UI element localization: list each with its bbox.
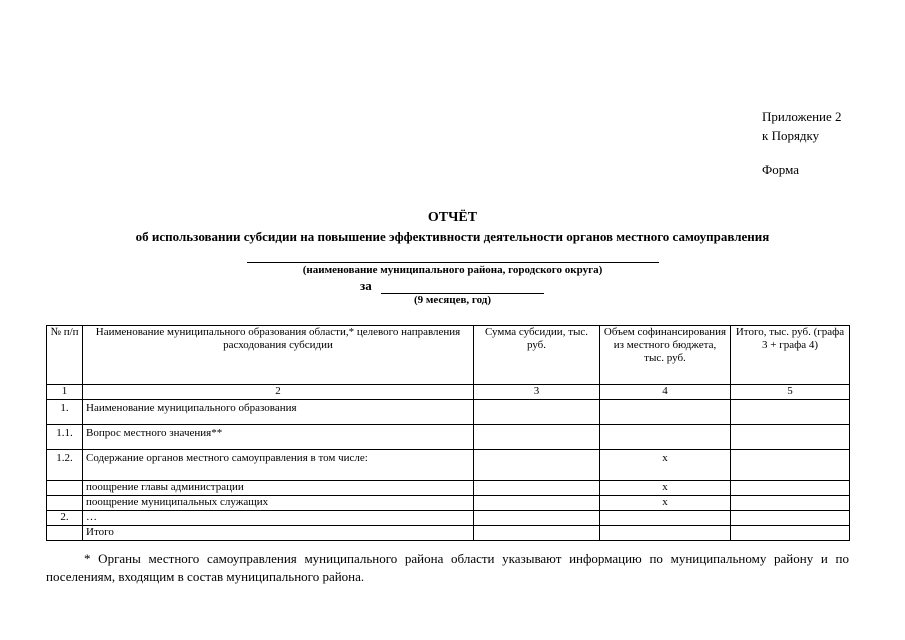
row-cofinancing: х: [600, 481, 731, 496]
table-header-row: [47, 326, 850, 385]
report-subtitle: об использовании субсидии на повышение эффективности деятельности органов местного самоуправления: [135, 229, 770, 244]
entity-name-caption: (наименование муниципального района, городского округа): [302, 264, 603, 276]
table-row: [47, 400, 850, 425]
table-row: [47, 425, 850, 450]
table-row: [47, 450, 850, 481]
row-name: поощрение главы администрации: [83, 481, 474, 496]
header-subsidy: Сумма субсидии, тыс. руб.: [474, 326, 600, 385]
row-num: [47, 526, 83, 541]
row-name: Содержание органов местного самоуправления в том числе:: [83, 450, 474, 481]
row-subsidy: [474, 400, 600, 425]
row-num: 2.: [47, 511, 83, 526]
row-cofinancing: [600, 511, 731, 526]
row-total: [731, 400, 850, 425]
column-index-row: [47, 385, 850, 400]
annex-line-1: Приложение 2: [762, 109, 842, 124]
row-total: [731, 450, 850, 481]
footnote: * Органы местного самоуправления муниципального района области указывают информацию по муниципальному району и по поселениям, входящим в состав муниципального района.: [46, 551, 849, 584]
col-index: 1: [47, 385, 83, 400]
row-name: …: [83, 511, 474, 526]
table-row: [47, 481, 850, 496]
report-table: [46, 325, 850, 541]
row-cofinancing: х: [600, 450, 731, 481]
row-cofinancing: [600, 400, 731, 425]
row-subsidy: [474, 496, 600, 511]
row-total: [731, 496, 850, 511]
row-name: поощрение муниципальных служащих: [83, 496, 474, 511]
row-total: [731, 511, 850, 526]
header-name: Наименование муниципального образования области,* целевого направления расходования субсидии: [83, 326, 474, 385]
row-total: [731, 481, 850, 496]
annex-block: [762, 107, 842, 179]
period-caption: (9 месяцев, год): [413, 294, 492, 306]
row-name: Итого: [83, 526, 474, 541]
row-subsidy: [474, 481, 600, 496]
row-num: [47, 481, 83, 496]
row-subsidy: [474, 450, 600, 481]
row-num: 1.1.: [47, 425, 83, 450]
col-index: 4: [600, 385, 731, 400]
header-cofinancing: Объем софинансирования из местного бюджета, тыс. руб.: [600, 326, 731, 385]
form-label: Форма: [762, 162, 799, 177]
table-row: [47, 511, 850, 526]
row-subsidy: [474, 526, 600, 541]
period-prefix: за: [360, 278, 372, 293]
row-num: 1.: [47, 400, 83, 425]
row-cofinancing: [600, 526, 731, 541]
row-total: [731, 526, 850, 541]
col-index: 2: [83, 385, 474, 400]
table-row: [47, 496, 850, 511]
header-num: № п/п: [47, 326, 83, 385]
row-total: [731, 425, 850, 450]
row-cofinancing: [600, 425, 731, 450]
report-title: ОТЧЁТ: [427, 210, 478, 225]
row-num: [47, 496, 83, 511]
row-num: 1.2.: [47, 450, 83, 481]
row-subsidy: [474, 511, 600, 526]
row-name: Вопрос местного значения**: [83, 425, 474, 450]
col-index: 3: [474, 385, 600, 400]
entity-name-line: [247, 262, 659, 263]
row-subsidy: [474, 425, 600, 450]
row-cofinancing: х: [600, 496, 731, 511]
row-name: Наименование муниципального образования: [83, 400, 474, 425]
table-row-total: [47, 526, 850, 541]
header-total: Итого, тыс. руб. (графа 3 + графа 4): [731, 326, 850, 385]
annex-line-2: к Порядку: [762, 128, 820, 143]
col-index: 5: [731, 385, 850, 400]
